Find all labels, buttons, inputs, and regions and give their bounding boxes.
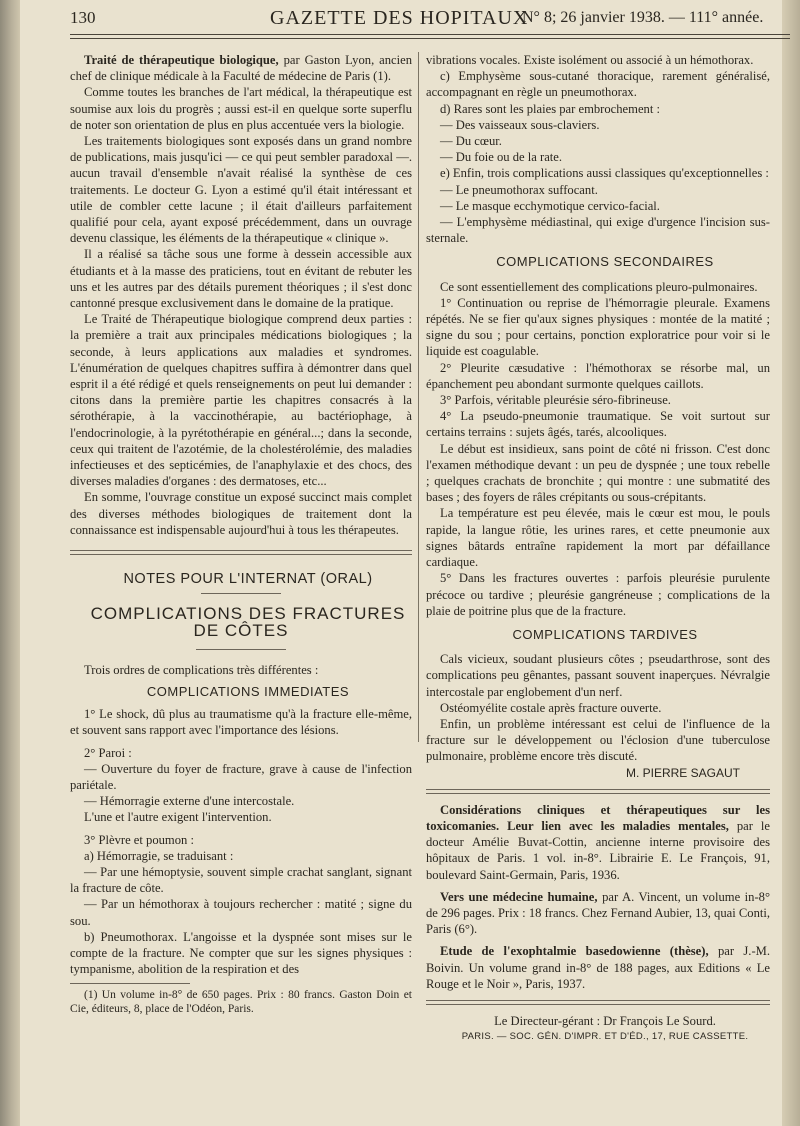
review-paragraph: Les traitements biologiques sont exposés dans un grand nombre de publications, mais jusqu'ici — ce qui peut sembler paradoxal —. aucun travail d'ensemble n'avait réalisé la synthèse de ces traitements. Le docteur G. Lyon a estimé qu'il était intéressant et utile de combler cette lacune ; il était d'ailleurs parfaitement qualifié pour cela, ayant exposé précédemment, dans un ouvrage devenu classique, les éléments de la thérapeutique « clinique ». — [70, 134, 412, 246]
article-paragraph: — Du foie ou de la rate. — [440, 150, 563, 165]
right-column — [426, 52, 770, 1045]
article-paragraph: La température est peu élevée, mais le cœur est mou, le pouls rapide, la langue rôtie, les urines rares, et cette pneumonie aux signes bâtards entraîne rapidement la mort par défaillance cardiaque. — [426, 506, 770, 570]
book-title: Etude de l'exophtalmie basedowienne (thèse), — [440, 944, 709, 959]
article-paragraph: — Le masque ecchymotique cervico-facial. — [440, 198, 660, 213]
header-rule — [70, 34, 790, 35]
article-paragraph: 3° Parfois, véritable pleurésie séro-fibrineuse. — [440, 393, 671, 408]
article-paragraph: 2° Pleurite cæsudative : l'hémothorax se résorbe mal, un épanchement peu abondant surmonte quelques caillots. — [426, 360, 770, 391]
article-paragraph: Cals vicieux, soudant plusieurs côtes ; pseudarthrose, sont des complications peu gênantes, passant souvent inaperçues. Névralgie intercostale par englobement d'un nerf. — [426, 652, 770, 699]
article-paragraph: Enfin, un problème intéressant est celui de l'influence de la fracture sur le développement ou l'éclosion d'une tuberculose pulmonaire, problème encore très discuté. — [426, 716, 770, 764]
article-paragraph: e) Enfin, trois complications aussi classiques qu'exceptionnelles : — [440, 166, 769, 181]
left-column — [70, 52, 412, 1016]
article-paragraph: — Hémorragie externe d'une intercostale. — [84, 794, 295, 809]
article-paragraph: — L'emphysème médiastinal, qui exige d'urgence l'incision sus-sternale. — [426, 215, 770, 246]
footnote-rule — [70, 983, 190, 984]
subheading-secondaires: COMPLICATIONS SECONDAIRES — [496, 254, 714, 270]
article-paragraph: — Le pneumothorax suffocant. — [440, 182, 598, 197]
section-double-rule — [426, 789, 770, 794]
journal-title: GAZETTE DES HOPITAUX — [270, 7, 529, 29]
article-paragraph: L'une et l'autre exigent l'intervention. — [84, 810, 272, 825]
header-rule-thin — [70, 38, 790, 39]
review-paragraph: Comme toutes les branches de l'art médical, la thérapeutique est soumise aux lois du progrès ; aussi est-il en quelque sorte superflu de noter son orientation de plus en plus accentuée vers la biologie. — [70, 85, 412, 132]
page-right-edge — [782, 0, 800, 1126]
page-number: 130 — [70, 8, 96, 27]
director-line: Le Directeur-gérant : Dr François Le Sourd. — [494, 1013, 716, 1028]
book-details: par A. Vincent, un volume in-8° de 296 pages. Prix : 18 francs. Chez Fernand Aubier, 13, quai Conti, Paris (6°). — [426, 889, 771, 937]
article-paragraph: b) Pneumothorax. L'angoisse et la dyspnée sont mises sur le compte de la fracture. Ne compter que sur les signes physiques : tympanisme, abolition de la respiration et des — [70, 929, 412, 977]
review-paragraph: Le Traité de Thérapeutique biologique comprend deux parties : la première a trait aux principales médications biologiques ; la seconde, à leurs applications aux maladies et syndromes. L'énumération de quelques chapitres suffira à démontrer dans quel esprit il a été rédigé et quels renseignements on peut lui demander : citons dans la première partie les chapitres consacrés à la sérothérapie, à la vaccinothérapie, au bactériophage, à l'endocrinologie, à la pyrétothérapie en général...; dans la seconde, ceux qui traitent de l'azotémie, de la cholestérolémie, des maladies infectieuses et des septicémies, de l'anaphylaxie et des chocs, des diverses maladies d'organes : des dermatoses, etc... — [70, 312, 412, 489]
article-paragraph: 1° Continuation ou reprise de l'hémorragie pleurale. Examens répétés. Ne se fier qu'aux signes physiques : montée de la matité ; signe du sou ; pour certains, ponction exploratrice pour voir si le liquide est coagulable. — [426, 295, 770, 359]
notes-heading: NOTES POUR L'INTERNAT (ORAL) — [123, 571, 373, 588]
article-paragraph: — Ouverture du foyer de fracture, grave à cause de l'infection pariétale. — [70, 761, 412, 792]
article-paragraph: c) Emphysème sous-cutané thoracique, rarement généralisé, accompagnant en règle un pneumothorax. — [426, 69, 770, 100]
printer-imprint: PARIS. — SOC. GÉN. D'IMPR. ET D'ÉD., 17, RUE CASSETTE. — [461, 1031, 749, 1043]
short-rule — [201, 593, 281, 594]
book-title: Vers une médecine humaine, — [440, 889, 598, 904]
issue-info: N° 8; 26 janvier 1938. — 111° année. — [522, 9, 764, 26]
review-title: Traité de thérapeutique biologique, — [84, 53, 279, 67]
subheading-immediates: COMPLICATIONS IMMEDIATES — [146, 683, 350, 699]
section-double-rule — [70, 550, 412, 555]
article-paragraph: — Par un hémothorax à toujours rechercher : matité ; signe du sou. — [70, 897, 412, 928]
article-paragraph: Trois ordres de complications très différentes : — [84, 662, 319, 677]
article-paragraph: 2° Paroi : — [84, 745, 132, 760]
article-paragraph: — Des vaisseaux sous-claviers. — [440, 117, 600, 132]
article-paragraph: 5° Dans les fractures ouvertes : parfois pleurésie purulente précoce ou tardive ; pleurésie gangréneuse ; complications de la plaie de poitrine plus que de la fracture. — [426, 571, 770, 618]
page-header — [70, 6, 780, 34]
article-paragraph: Le début est insidieux, sans point de côté ni frisson. C'est donc l'examen méthodique devant : un peu de dyspnée ; une toux rebelle ; quelques crachats de bronchite ; qui montre : une submatité des bases ; des foyers de râles crépitants ou sous-crépitants. — [426, 441, 770, 505]
article-paragraph: — Par une hémoptysie, souvent simple crachat sanglant, signant la fracture de côte. — [70, 864, 412, 896]
footnote: (1) Un volume in-8° de 650 pages. Prix : 80 francs. Gaston Doin et Cie, éditeurs, 8, place de l'Odéon, Paris. — [70, 989, 412, 1016]
author-signature: M. PIERRE SAGAUT — [625, 765, 740, 780]
article-paragraph: — Du cœur. — [440, 134, 502, 149]
book-details: par le docteur Amélie Buvat-Cottin, ancienne interne provisoire des hôpitaux de Paris. 1 vol. in-8°. Librairie E. Le François, 91, boulevard Saint-Germain, Paris, 1936. — [426, 818, 770, 882]
article-paragraph: Ce sont essentiellement des complications pleuro-pulmonaires. — [440, 279, 758, 294]
review-paragraph: Il a réalisé sa tâche sous une forme à dessein accessible aux étudiants et à la masse des praticiens, tout en évitant de rebuter les uns et les autres par des détails purement théoriques ; il s'est donc cantonné presque exclusivement dans le domaine de la pratique. — [70, 247, 412, 311]
book-title: Considérations cliniques et thérapeutiques sur les toxicomanies. Leur lien avec les maladies mentales, — [426, 802, 770, 833]
article-paragraph: vibrations vocales. Existe isolément ou associé à un hémothorax. — [426, 53, 754, 67]
review-intro: par Gaston Lyon, ancien chef de clinique médicale à la Faculté de médecine de Paris (1). — [70, 53, 412, 84]
article-paragraph: d) Rares sont les plaies par embrochement : — [440, 101, 660, 116]
subheading-tardives: COMPLICATIONS TARDIVES — [512, 626, 698, 642]
article-paragraph: Ostéomyélite costale après fracture ouverte. — [440, 700, 662, 715]
section-double-rule — [426, 1000, 770, 1005]
short-rule — [196, 649, 286, 650]
article-paragraph: 1° Le shock, dû plus au traumatisme qu'à la fracture elle-même, et souvent sans rapport avec l'importance des lésions. — [70, 707, 412, 738]
article-paragraph: 3° Plèvre et poumon : — [84, 832, 194, 847]
review-paragraph: En somme, l'ouvrage constitue un exposé succinct mais complet des diverses méthodes biologiques de traitement dont la connaissance est indispensable aujourd'hui à tous les thérapeutes. — [70, 490, 412, 537]
article-paragraph: 4° La pseudo-pneumonie traumatique. Se voit surtout sur certains terrains : sujets âgés, tarés, alcooliques. — [426, 409, 770, 440]
book-details: par J.-M. Boivin. Un volume grand in-8° de 188 pages, aux Editions « Le Rouge et le Noir », Paris, 1937. — [426, 944, 771, 991]
page-binding-edge — [0, 0, 20, 1126]
column-divider — [418, 52, 419, 742]
article-paragraph: a) Hémorragie, se traduisant : — [84, 848, 234, 863]
article-heading: COMPLICATIONS DES FRACTURES DE CÔTES — [90, 604, 406, 640]
